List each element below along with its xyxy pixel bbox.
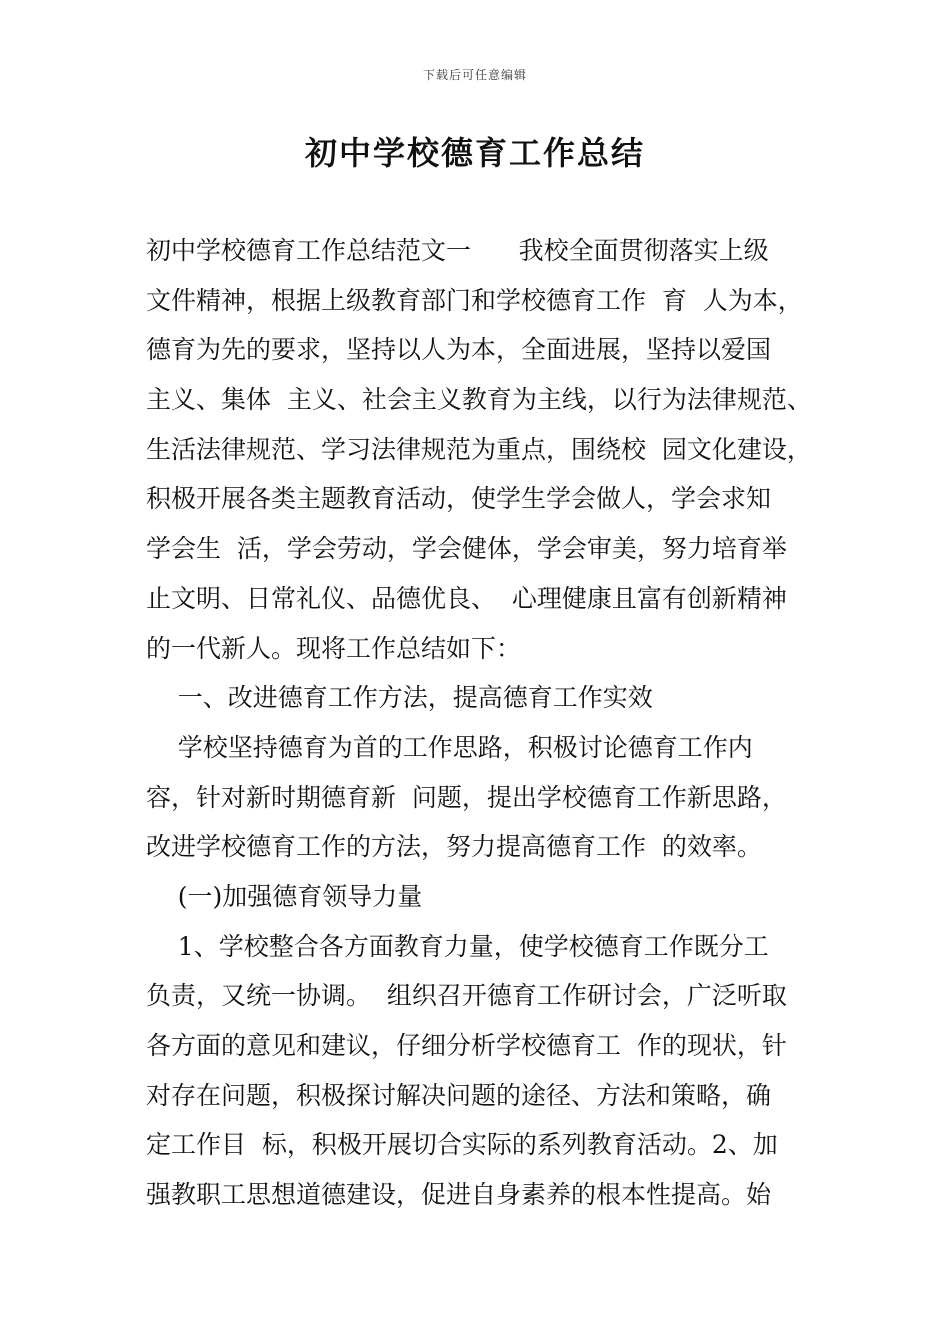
body-line: 生活法律规范、学习法律规范为重点，围绕校 园文化建设， bbox=[146, 434, 812, 464]
body-line: 止文明、日常礼仪、品德优良、 心理健康且富有创新精神 bbox=[146, 583, 787, 613]
body-line: 定工作目 标，积极开展切合实际的系列教育活动。2、加 bbox=[146, 1130, 778, 1160]
body-line: 容，针对新时期德育新 问题，提出学校德育工作新思路， bbox=[146, 782, 787, 812]
body-line: 主义、集体 主义、社会主义教育为主线，以行为法律规范、 bbox=[146, 385, 812, 415]
document-title: 初中学校德育工作总结 bbox=[304, 134, 645, 172]
body-line: 积极开展各类主题教育活动，使学生学会做人，学会求知 bbox=[146, 484, 772, 514]
body-line: 文件精神，根据上级教育部门和学校德育工作 育 人为本， bbox=[146, 285, 803, 315]
body-line: 各方面的意见和建议，仔细分析学校德育工 作的现状，针 bbox=[146, 1031, 787, 1060]
body-line: 改进学校德育工作的方法，努力提高德育工作 的效率。 bbox=[146, 832, 762, 862]
body-line: 学会生 活，学会劳动，学会健体，学会审美，努力培育举 bbox=[146, 534, 787, 564]
document-body bbox=[146, 226, 826, 1220]
header-note: 下载后可任意编辑 bbox=[422, 68, 527, 82]
body-line: 学校坚持德育为首的工作思路，积极讨论德育工作内 bbox=[146, 732, 753, 762]
body-line: 德育为先的要求，坚持以人为本，全面进展，坚持以爱国 bbox=[146, 335, 772, 365]
body-line: 对存在问题，积极探讨解决问题的途径、方法和策略，确 bbox=[146, 1080, 772, 1110]
subsection-heading: (一)加强德育领导力量 bbox=[146, 881, 423, 911]
body-line: 的一代新人。现将工作总结如下： bbox=[146, 633, 522, 663]
body-line: 负责，又统一协调。 组织召开德育工作研讨会，广泛听取 bbox=[146, 981, 787, 1011]
body-line: 强教职工思想道德建设，促进自身素养的根本性提高。始 bbox=[146, 1180, 772, 1210]
body-line: 1、学校整合各方面教育力量，使学校德育工作既分工 bbox=[146, 931, 769, 961]
section-heading: 一、改进德育工作方法，提高德育工作实效 bbox=[146, 683, 653, 713]
body-line: 初中学校德育工作总结范文一 我校全面贯彻落实上级 bbox=[146, 236, 769, 265]
